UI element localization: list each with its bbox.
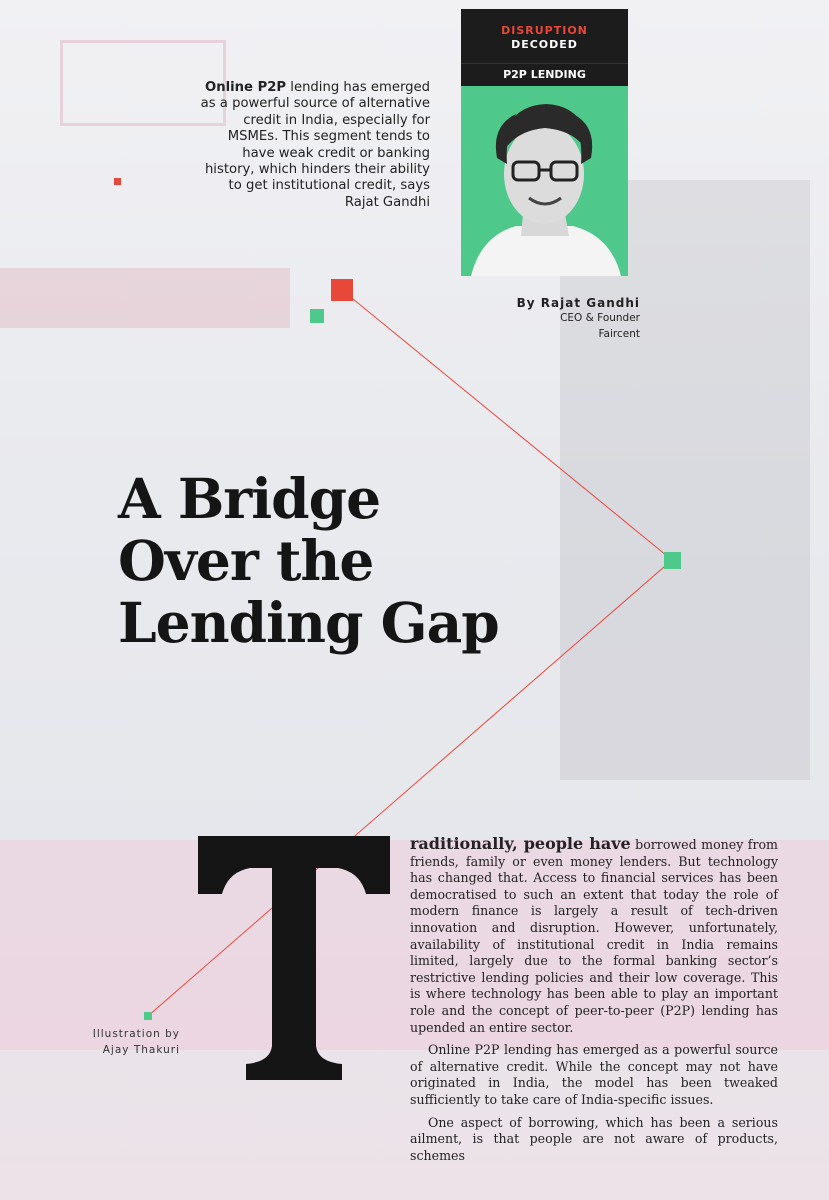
- illustration-credit: [40, 1026, 180, 1058]
- headline-line-3: Lending Gap: [118, 590, 499, 655]
- category-label: P2P LENDING: [461, 63, 628, 86]
- column-label-line1: DISRUPTION: [501, 24, 588, 37]
- credit-line-1: Illustration by: [92, 1028, 180, 1040]
- author-portrait: [461, 86, 628, 276]
- portrait-illustration: [461, 86, 628, 276]
- credit-line-2: Ajay Thakuri: [102, 1044, 180, 1056]
- headline-line-2: Over the: [118, 528, 374, 593]
- column-label-line2: DECODED: [511, 38, 578, 51]
- standfirst-bold: Online P2P: [205, 80, 287, 95]
- body-paragraph-3: One aspect of borrowing, which has been a serious ailment, is that people are not aware of products, schemes: [410, 1114, 778, 1163]
- standfirst-text: lending has emerged as a powerful source of alternative credit in India, especially for MSMEs. This segment tends to have weak credit or banking history, which hinders their ability to get institutional credit, says Rajat Gandhi: [200, 80, 430, 210]
- author-company: Faircent: [598, 328, 640, 340]
- body-paragraph-2: Online P2P lending has emerged as a powerful source of alternative credit. While the concept may not have originated in India, the model has been tweaked sufficiently to take care of India-specific issues.: [410, 1042, 778, 1107]
- green-square-small: [310, 309, 324, 323]
- article-body: [410, 836, 778, 1164]
- drop-cap: [196, 834, 392, 1082]
- green-square-right: [664, 552, 681, 569]
- teal-square-bottom: [144, 1012, 152, 1020]
- body-paragraph-1: [410, 836, 778, 1036]
- author-role: CEO & Founder: [560, 312, 640, 324]
- headline-line-1: A Bridge: [118, 466, 381, 531]
- lead-in: raditionally, people have: [410, 834, 631, 853]
- body-paragraph-1-text: borrowed money from friends, family or even money lenders. But technology has changed that. Access to financial services has been democratised to such an extent that today the role of modern finance is largely a result of tech-driven innovation and disruption. However, unfortunately, availability of institutional credit in India remains limited, largely due to the formal banking sector’s restrictive lending policies and their low coverage. This is where technology has been able to play an important role and the concept of peer-to-peer (P2P) lending has upended an entire sector.: [410, 837, 778, 1035]
- author-name: By Rajat Gandhi: [516, 296, 640, 310]
- column-label: [461, 9, 628, 63]
- red-square-large: [331, 279, 353, 301]
- byline: [440, 296, 640, 342]
- red-square-tiny: [114, 178, 121, 185]
- section-tag: [461, 9, 628, 86]
- article-headline: [118, 468, 578, 654]
- standfirst: [200, 80, 430, 211]
